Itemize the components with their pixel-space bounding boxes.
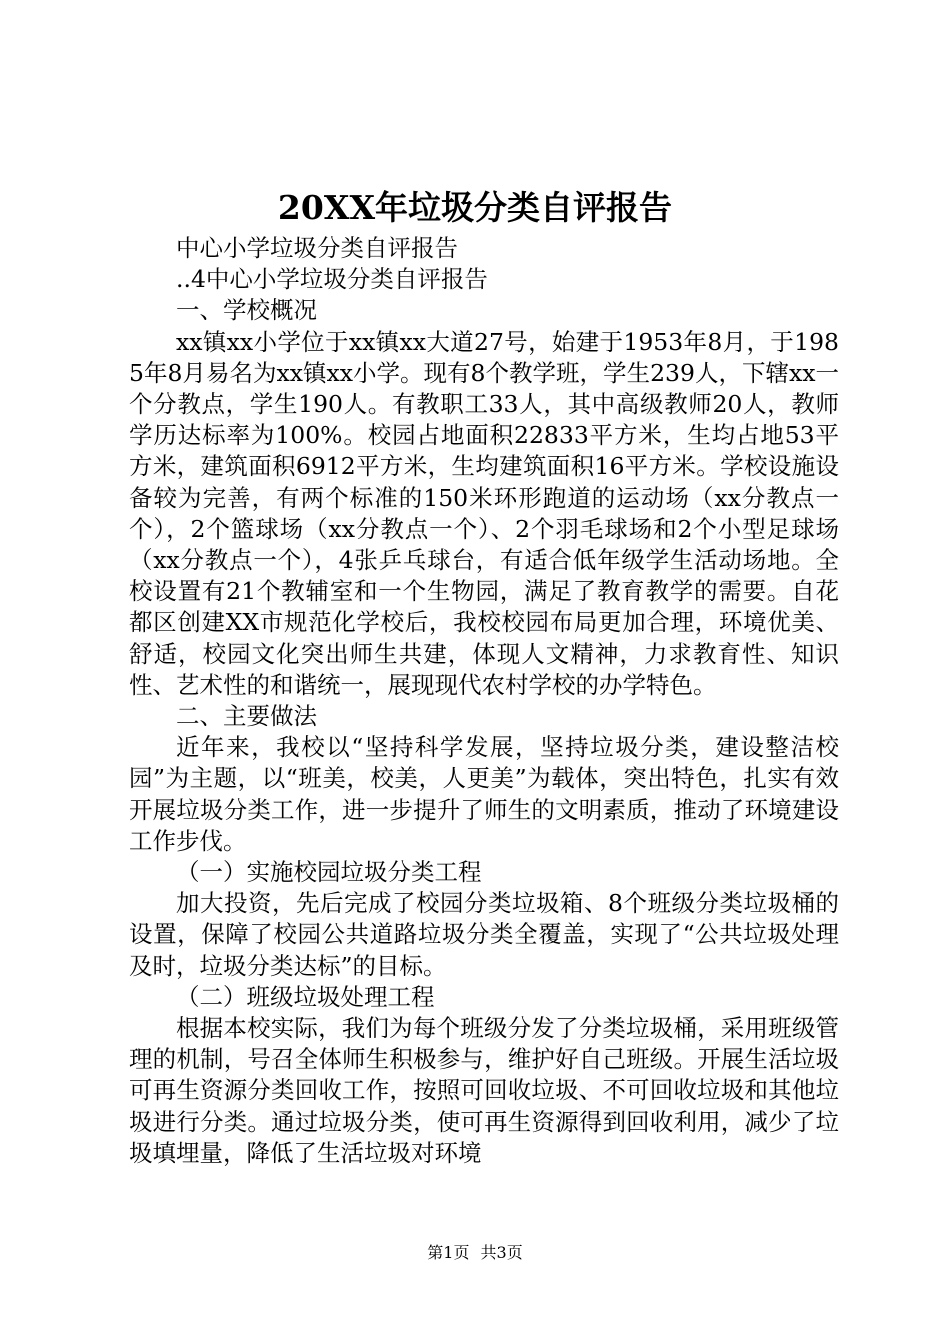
page-number: 第1页 (427, 1243, 470, 1262)
paragraph-main-practices: 近年来，我校以“坚持科学发展，坚持垃圾分类，建设整洁校园”为主题，以“班美，校美，人更美”为载体，突出特色，扎实有效开展垃圾分类工作，进一步提升了师生的文明素质，推动了环境建设工作步伐。 (129, 733, 839, 855)
paragraph-class-project: 根据本校实际，我们为每个班级分发了分类垃圾桶，采用班级管理的机制，号召全体师生积极参与，维护好自己班级。开展生活垃圾可再生资源分类回收工作，按照可回收垃圾、不可回收垃圾和其他垃圾进行分类。通过垃圾分类，使可再生资源得到回收利用，减少了垃圾填埋量，降低了生活垃圾对环境 (129, 1014, 839, 1167)
paragraph-school-overview: xx镇xx小学位于xx镇xx大道27号，始建于1953年8月，于1985年8月易名为xx镇xx小学。现有8个教学班，学生239人，下辖xx一个分教点，学生190人。有教职工33人，其中高级教师20人，教师学历达标率为100%。校园占地面积22833平方米，生均占地53平方米，建筑面积6912平方米，生均建筑面积16平方米。学校设施设备较为完善，有两个标准的150米环形跑道的运动场（xx分教点一个），2个篮球场（xx分教点一个）、2个羽毛球场和2个小型足球场（xx分教点一个），4张乒乓球台，有适合低年级学生活动场地。全校设置有21个教辅室和一个生物园，满足了教育教学的需要。自花都区创建XX市规范化学校后，我校校园布局更加合理，环境优美、舒适，校园文化突出师生共建，体现人文精神，力求教育性、知识性、艺术性的和谐统一，展现现代农村学校的办学特色。 (129, 327, 839, 699)
page-footer (0, 1242, 950, 1264)
subtitle-line-numbered: ..4中心小学垃圾分类自评报告 (176, 265, 488, 294)
document-title: 20XX年垃圾分类自评报告 (277, 188, 673, 227)
section-heading-main-practices: 二、主要做法 (176, 702, 317, 731)
subsection-heading-class-project: （二）班级垃圾处理工程 (176, 982, 435, 1011)
page-total: 共3页 (480, 1243, 523, 1262)
subtitle-line: 中心小学垃圾分类自评报告 (176, 234, 458, 262)
document-body (129, 233, 839, 1169)
subsection-heading-campus-project: （一）实施校园垃圾分类工程 (176, 858, 482, 887)
section-heading-school-overview: 一、学校概况 (176, 296, 317, 325)
paragraph-campus-project: 加大投资，先后完成了校园分类垃圾箱、8个班级分类垃圾桶的设置，保障了校园公共道路垃圾分类全覆盖，实现了“公共垃圾处理及时，垃圾分类达标”的目标。 (129, 889, 839, 980)
